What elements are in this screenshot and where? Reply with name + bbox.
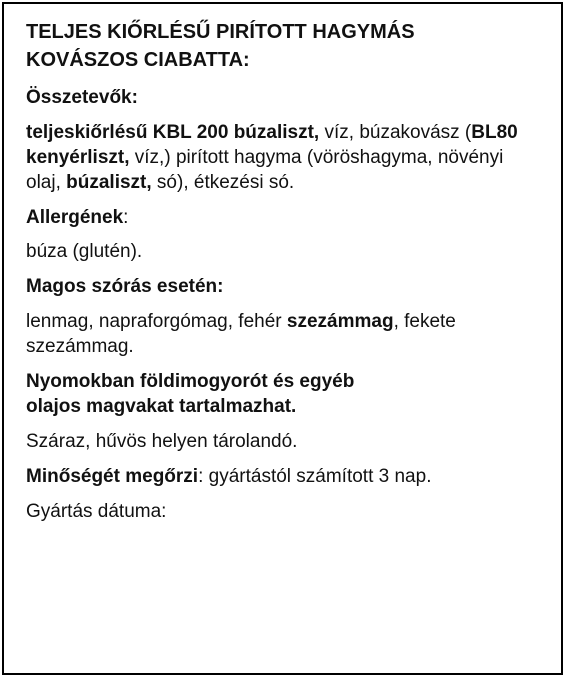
seeds-sesame: szezámmag (286, 311, 394, 332)
best-before (26, 464, 543, 489)
ingredient-bread-flour: BL80 kenyérliszt, (26, 122, 518, 168)
product-label (2, 2, 563, 675)
seeds-text-2: , fekete szezámmag. (26, 311, 456, 357)
seeds-text-1: lenmag, napraforgómag, fehér (26, 311, 287, 332)
storage-text: Száraz, hűvös helyen tárolandó. (26, 431, 298, 452)
allergens-heading: Allergének (26, 207, 124, 228)
title-line-2: KOVÁSZOS CIABATTA: (26, 49, 250, 71)
seeds-heading: Magos szórás esetén: (26, 276, 224, 297)
title-line-1: TELJES KIŐRLÉSŰ PIRÍTOTT HAGYMÁS (26, 21, 415, 43)
seeds-text (26, 309, 543, 359)
allergens-colon: : (123, 207, 129, 228)
allergens-text: búza (glutén). (26, 241, 143, 262)
ingredient-wheat-flour: búzaliszt, (66, 172, 152, 193)
ingredient-text-2: víz,) pirított hagyma (vöröshagyma, növényi olaj, (26, 147, 504, 193)
allergens-heading-row (26, 205, 543, 230)
ingredient-wholewheat-flour: teljeskiőrlésű KBL 200 búzaliszt, (26, 122, 320, 143)
best-before-label: Minőségét megőrzi (26, 466, 199, 487)
production-date: Gyártás dátuma: (26, 501, 167, 522)
ingredient-text-3: só), étkezési só. (151, 172, 295, 193)
best-before-text: : gyártástól számított 3 nap. (198, 466, 432, 487)
ingredients-list (26, 120, 543, 195)
product-title (26, 18, 543, 74)
traces-line-2: olajos magvakat tartalmazhat. (26, 396, 297, 417)
ingredient-text-1: víz, búzakovász ( (319, 122, 472, 143)
traces-warning (26, 369, 543, 419)
traces-line-1: Nyomokban földimogyorót és egyéb (26, 371, 355, 392)
ingredients-heading: Összetevők: (26, 87, 138, 108)
